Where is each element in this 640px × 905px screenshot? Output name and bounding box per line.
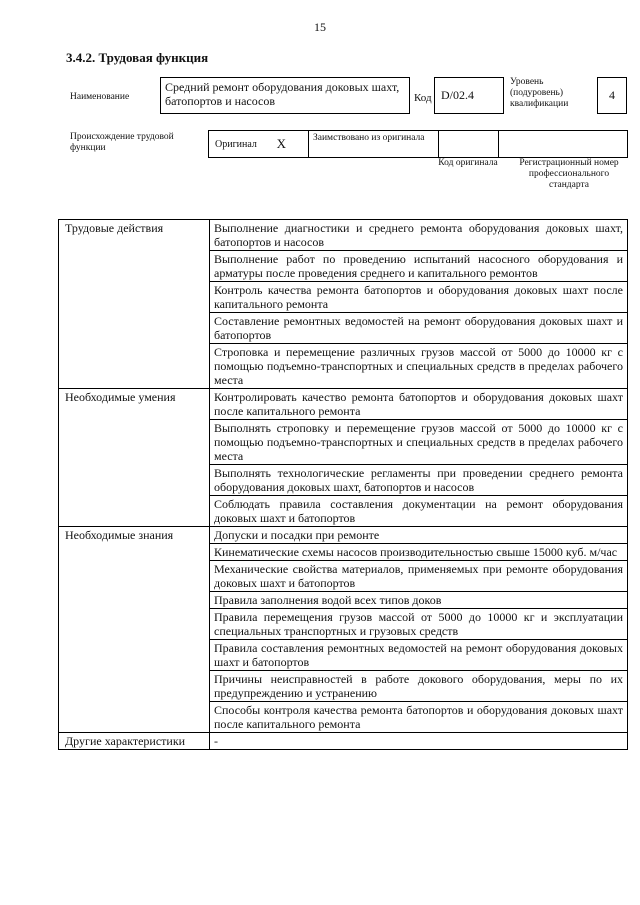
origin-label: Происхождение трудовой функции xyxy=(70,132,174,153)
name-label: Наименование xyxy=(70,92,130,102)
original-cell xyxy=(208,130,308,158)
table-row xyxy=(59,733,628,750)
level-field: 4 xyxy=(597,77,627,114)
item-cell: - xyxy=(210,733,628,750)
item-cell: Допуски и посадки при ремонте xyxy=(210,527,628,544)
reg-number-cell xyxy=(498,130,628,158)
item-cell: Механические свойства материалов, применяемых при ремонте оборудования доковых шахт и батопортов xyxy=(210,561,628,592)
item-cell: Контролировать качество ремонта батопортов и оборудования доковых шахт после капитального ремонта xyxy=(210,389,628,420)
category-cell: Необходимые знания xyxy=(59,527,210,733)
item-cell: Выполнение работ по проведению испытаний насосного оборудования и арматуры после проведения среднего и капитального ремонтов xyxy=(210,251,628,282)
section-title: 3.4.2. Трудовая функция xyxy=(66,50,209,65)
item-cell: Кинематические схемы насосов производительностью свыше 15000 куб. м/час xyxy=(210,544,628,561)
item-cell: Строповка и перемещение различных грузов массой от 5000 до 10000 кг с помощью подъемно-транспортных и специальных средств в пределах рабочего места xyxy=(210,344,628,389)
original-label: Оригинал xyxy=(215,138,257,150)
item-cell: Контроль качества ремонта батопортов и оборудования доковых шахт после капитального ремонта xyxy=(210,282,628,313)
category-cell: Другие характеристики xyxy=(59,733,210,750)
category-cell: Трудовые действия xyxy=(59,220,210,389)
original-mark: X xyxy=(276,136,286,151)
original-code-cell xyxy=(438,130,498,158)
reg-caption: Регистрационный номер профессионального стандарта xyxy=(519,158,619,190)
item-cell: Выполнение диагностики и среднего ремонта оборудования доковых шахт, батопортов и насосов xyxy=(210,220,628,251)
code-caption: Код оригинала xyxy=(438,158,498,168)
level-label: Уровень (подуровень) квалификации xyxy=(510,77,569,109)
table-row xyxy=(59,220,628,251)
item-cell: Правила заполнения водой всех типов доков xyxy=(210,592,628,609)
function-name-field: Средний ремонт оборудования доковых шахт, батопортов и насосов xyxy=(160,77,410,114)
category-cell: Необходимые умения xyxy=(59,389,210,527)
table-row xyxy=(59,527,628,544)
item-cell: Правила перемещения грузов массой от 5000 до 10000 кг и эксплуатации специальных транспортных и грузовых средств xyxy=(210,609,628,640)
function-table xyxy=(58,219,628,750)
page-number: 15 xyxy=(314,20,326,34)
item-cell: Способы контроля качества ремонта батопортов и оборудования доковых шахт после капитального ремонта xyxy=(210,702,628,733)
code-label: Код xyxy=(414,92,432,104)
code-field: D/02.4 xyxy=(434,77,504,114)
origin-row xyxy=(208,130,628,158)
item-cell: Причины неисправностей в работе докового оборудования, меры по их предупреждению и устранению xyxy=(210,671,628,702)
item-cell: Выполнять технологические регламенты при проведении среднего ремонта оборудования доковых шахт, батопортов и насосов xyxy=(210,465,628,496)
table-row xyxy=(59,389,628,420)
item-cell: Правила составления ремонтных ведомостей на ремонт оборудования доковых шахт и батопортов xyxy=(210,640,628,671)
item-cell: Составление ремонтных ведомостей на ремонт оборудования доковых шахт и батопортов xyxy=(210,313,628,344)
item-cell: Соблюдать правила составления документации на ремонт оборудования доковых шахт и батопортов xyxy=(210,496,628,527)
item-cell: Выполнять строповку и перемещение грузов массой от 5000 до 10000 кг с помощью подъемно-транспортных и специальных средств в пределах рабочего места xyxy=(210,420,628,465)
borrowed-label: Заимствовано из оригинала xyxy=(308,130,438,158)
